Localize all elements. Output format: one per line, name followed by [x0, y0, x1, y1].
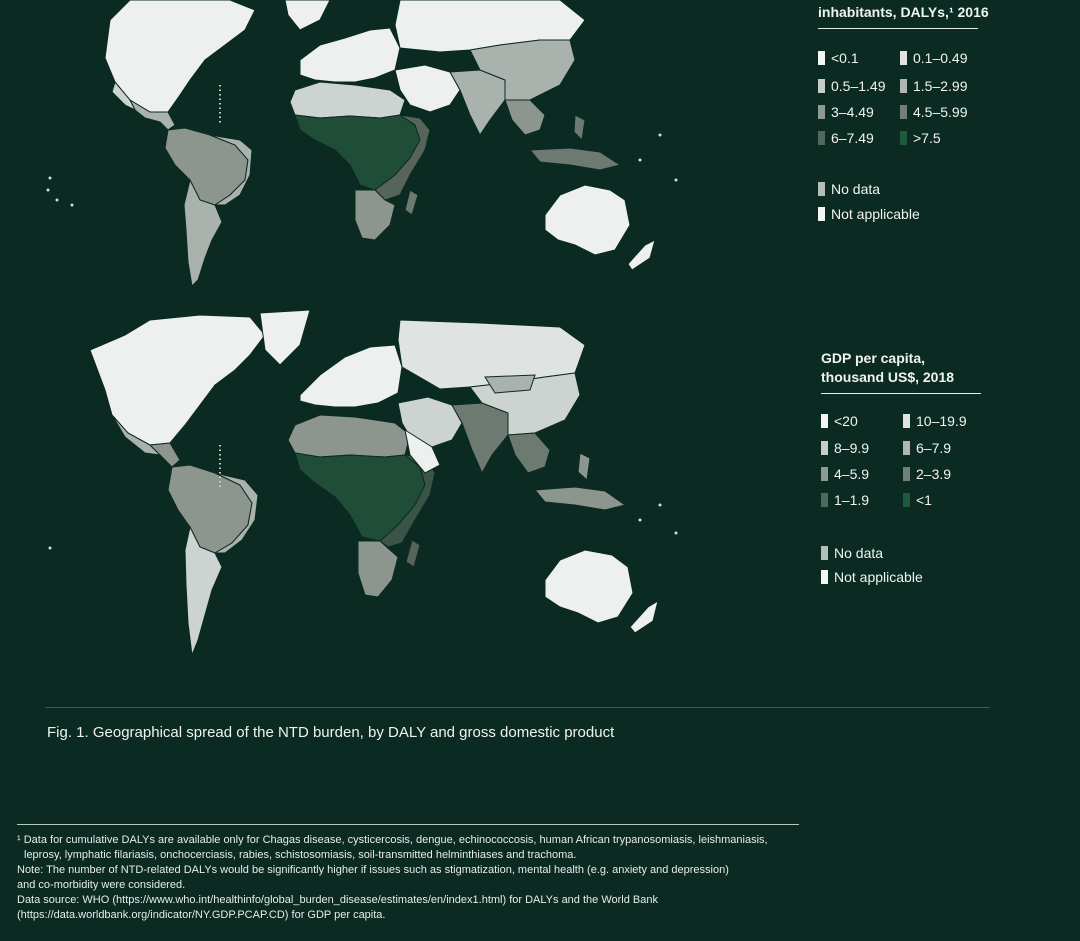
gdp-legend [821, 349, 1001, 584]
legend-item: 3–4.49 [818, 104, 874, 120]
legend-swatch [818, 105, 825, 119]
southeast-asia-region [508, 433, 550, 473]
legend-item: 4.5–5.99 [900, 104, 968, 120]
legend-title-line1: GDP per capita, [821, 350, 926, 366]
island-dot [49, 177, 52, 180]
legend-not-applicable: Not applicable [818, 206, 920, 222]
legend-item: 2–3.9 [903, 466, 951, 482]
new-zealand-region [628, 240, 655, 270]
footnotes [17, 833, 837, 923]
footnote-rule [17, 824, 799, 825]
south-asia-region [452, 403, 508, 473]
north-africa-region [290, 82, 405, 118]
legend-swatch [900, 131, 907, 145]
legend-item: <20 [821, 413, 858, 429]
legend-item: 0.5–1.49 [818, 78, 886, 94]
legend-grid [821, 394, 1001, 584]
legend-no-data: No data [818, 181, 880, 197]
legend-swatch [903, 441, 910, 455]
legend-swatch [821, 467, 828, 481]
philippines-region [574, 115, 585, 140]
legend-swatch [818, 182, 825, 196]
legend-swatch [818, 79, 825, 93]
legend-swatch [821, 546, 828, 560]
island-dot [675, 532, 678, 535]
philippines-region [578, 453, 590, 480]
central-america-region [150, 443, 180, 467]
daly-world-map [0, 0, 800, 290]
legend-swatch [903, 414, 910, 428]
gdp-world-map [0, 305, 800, 675]
footnote-line: leprosy, lymphatic filariasis, onchocerciasis, rabies, schistosomiasis, soil-transmitted helminthiases and trachoma. [24, 849, 577, 861]
footnote-line: and co-morbidity were considered. [17, 879, 186, 891]
madagascar-region [405, 190, 418, 215]
indonesia-region [530, 148, 620, 170]
island-dot [56, 199, 59, 202]
legend-item: <1 [903, 492, 932, 508]
north-america-region [90, 315, 265, 445]
legend-swatch [818, 51, 825, 65]
legend-swatch [821, 493, 828, 507]
legend-swatch [818, 131, 825, 145]
legend-item: 8–9.9 [821, 440, 869, 456]
greenland-region [285, 0, 330, 30]
north-africa-region [288, 415, 410, 457]
figure-caption: Fig. 1. Geographical spread of the NTD burden, by DALY and gross domestic product [47, 724, 615, 741]
south-asia-region [450, 70, 505, 135]
footnote-line: Note: The number of NTD-related DALYs would be significantly higher if issues such as stigmatization, mental health (e.g. anxiety and depression) [17, 864, 729, 876]
legend-title: inhabitants, DALYs,¹ 2016 [818, 4, 989, 20]
legend-no-data: No data [821, 545, 883, 561]
legend-swatch [821, 570, 828, 584]
australia-region [545, 550, 633, 623]
footnote-line: ¹ Data for cumulative DALYs are available only for Chagas disease, cysticercosis, dengue, echinococcosis, human African trypanosomiasis, leishmaniasis, [17, 834, 768, 846]
legend-item: 1–1.9 [821, 492, 869, 508]
legend-swatch [900, 51, 907, 65]
legend-swatch [821, 441, 828, 455]
australia-region [545, 185, 630, 255]
legend-swatch [903, 493, 910, 507]
legend-grid [818, 29, 998, 222]
footnote-line: (https://data.worldbank.org/indicator/NY.GDP.PCAP.CD) for GDP per capita. [17, 909, 386, 921]
north-america-region [105, 0, 255, 112]
legend-item: 0.1–0.49 [900, 50, 968, 66]
island-dot [659, 504, 662, 507]
legend-title-line2: thousand US$, 2018 [821, 369, 955, 385]
madagascar-region [406, 540, 420, 567]
daly-legend [818, 0, 998, 222]
europe-region [300, 28, 400, 82]
new-zealand-region [630, 601, 658, 633]
island-dot [639, 159, 642, 162]
legend-item: <0.1 [818, 50, 859, 66]
europe-region [300, 345, 402, 407]
legend-item: 1.5–2.99 [900, 78, 968, 94]
legend-item: >7.5 [900, 130, 941, 146]
footnote-line: Data source: WHO (https://www.who.int/healthinfo/global_burden_disease/estimates/en/index1.html) for DALYs and the World Bank [17, 894, 658, 906]
legend-item: 6–7.9 [903, 440, 951, 456]
island-dot [659, 134, 662, 137]
legend-swatch [900, 105, 907, 119]
legend-item: 6–7.49 [818, 130, 874, 146]
southeast-asia-region [505, 100, 545, 135]
legend-swatch [903, 467, 910, 481]
island-dot [639, 519, 642, 522]
legend-not-applicable: Not applicable [821, 569, 923, 585]
island-dot [71, 204, 74, 207]
legend-swatch [818, 207, 825, 221]
island-dot [675, 179, 678, 182]
legend-swatch [821, 414, 828, 428]
legend-item: 10–19.9 [903, 413, 967, 429]
island-dot [47, 189, 50, 192]
legend-swatch [900, 79, 907, 93]
island-dot [49, 547, 52, 550]
greenland-region [260, 310, 310, 365]
legend-item: 4–5.9 [821, 466, 869, 482]
indonesia-region [535, 487, 625, 510]
southern-africa-region [358, 541, 398, 597]
section-divider [45, 707, 990, 708]
